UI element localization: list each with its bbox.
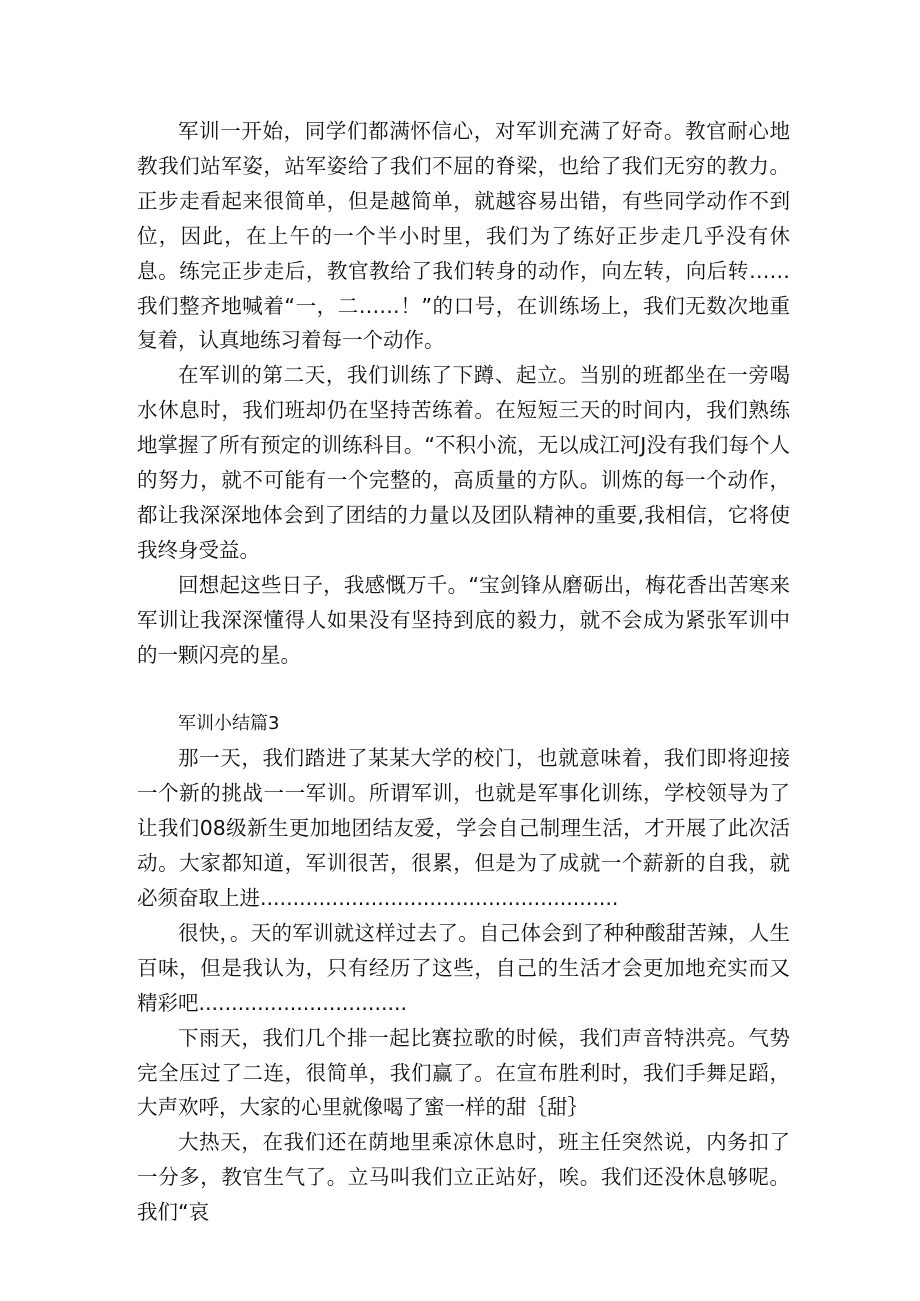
section-heading: 军训小结篇3 — [178, 712, 280, 734]
section-spacer — [137, 673, 790, 707]
document-body — [137, 114, 790, 1230]
paragraph-rainy-day: 下雨天，我们几个排一起比赛拉歌的时候，我们声音特洪亮。气势完全压过了二连，很简单，我们赢了。在宣布胜利时，我们手舞足蹈，大声欢呼，大家的心里就像喝了蜜一样的甜｛甜｝ — [137, 1025, 790, 1120]
paragraph-second-day: 在军训的第二天，我们训练了下蹲、起立。当别的班都坐在一旁喝水休息时，我们班却仍在坚持苦练着。在短短三天的时间内，我们熟练地掌握了所有预定的训练科目。“不积小流，无以成江河J没有我们每个人的努力，就不可能有一个完整的，高质量的方队。训炼的每一个动作，都让我深深地体会到了团结的力量以及团队精神的重要,我相信，它将使我终身受益。 — [137, 363, 790, 562]
paragraph-days-passed: 很快，。天的军训就这样过去了。自己体会到了种种酸甜苦辣，人生百味，但是我认为，只有经历了这些，自己的生活才会更加地充实而又精彩吧................................ — [137, 920, 790, 1015]
paragraph-university-gate: 那一天，我们踏进了某某大学的校门，也就意味着，我们即将迎接一个新的挑战一一军训。所谓军训，也就是军事化训练，学校领导为了让我们08级新生更加地团结友爱，学会自己制理生活，才开展了此次活动。大家都知道，军训很苦，很累，但是为了成就一个薪新的自我，就必须奋取上进....................................................... — [137, 746, 790, 911]
paragraph-reflection: 回想起这些日子，我感慨万千。“宝剑锋从磨砺出，梅花香出苦寒来军训让我深深懂得人如果没有坚持到底的毅力，就不会成为紧张军训中的一颗闪亮的星。 — [137, 572, 790, 667]
paragraph-hot-day: 大热天，在我们还在荫地里乘凉休息时，班主任突然说，内务扣了一分多，教官生气了。立马叫我们立正站好，唉。我们还没休息够呢。我们“哀 — [137, 1130, 790, 1225]
paragraph-training-start: 军训一开始，同学们都满怀信心，对军训充满了好奇。教官耐心地教我们站军姿，站军姿给了我们不屈的脊梁，也给了我们无穷的教力。正步走看起来很简单，但是越简单，就越容易出错，有些同学动作不到位，因此，在上午的一个半小时里，我们为了练好正步走几乎没有休息。练完正步走后，教官教给了我们转身的动作，向左转，向后转……我们整齐地喊着“一，二……！”的口号，在训练场上，我们无数次地重复着，认真地练习着每一个动作。 — [137, 119, 790, 353]
